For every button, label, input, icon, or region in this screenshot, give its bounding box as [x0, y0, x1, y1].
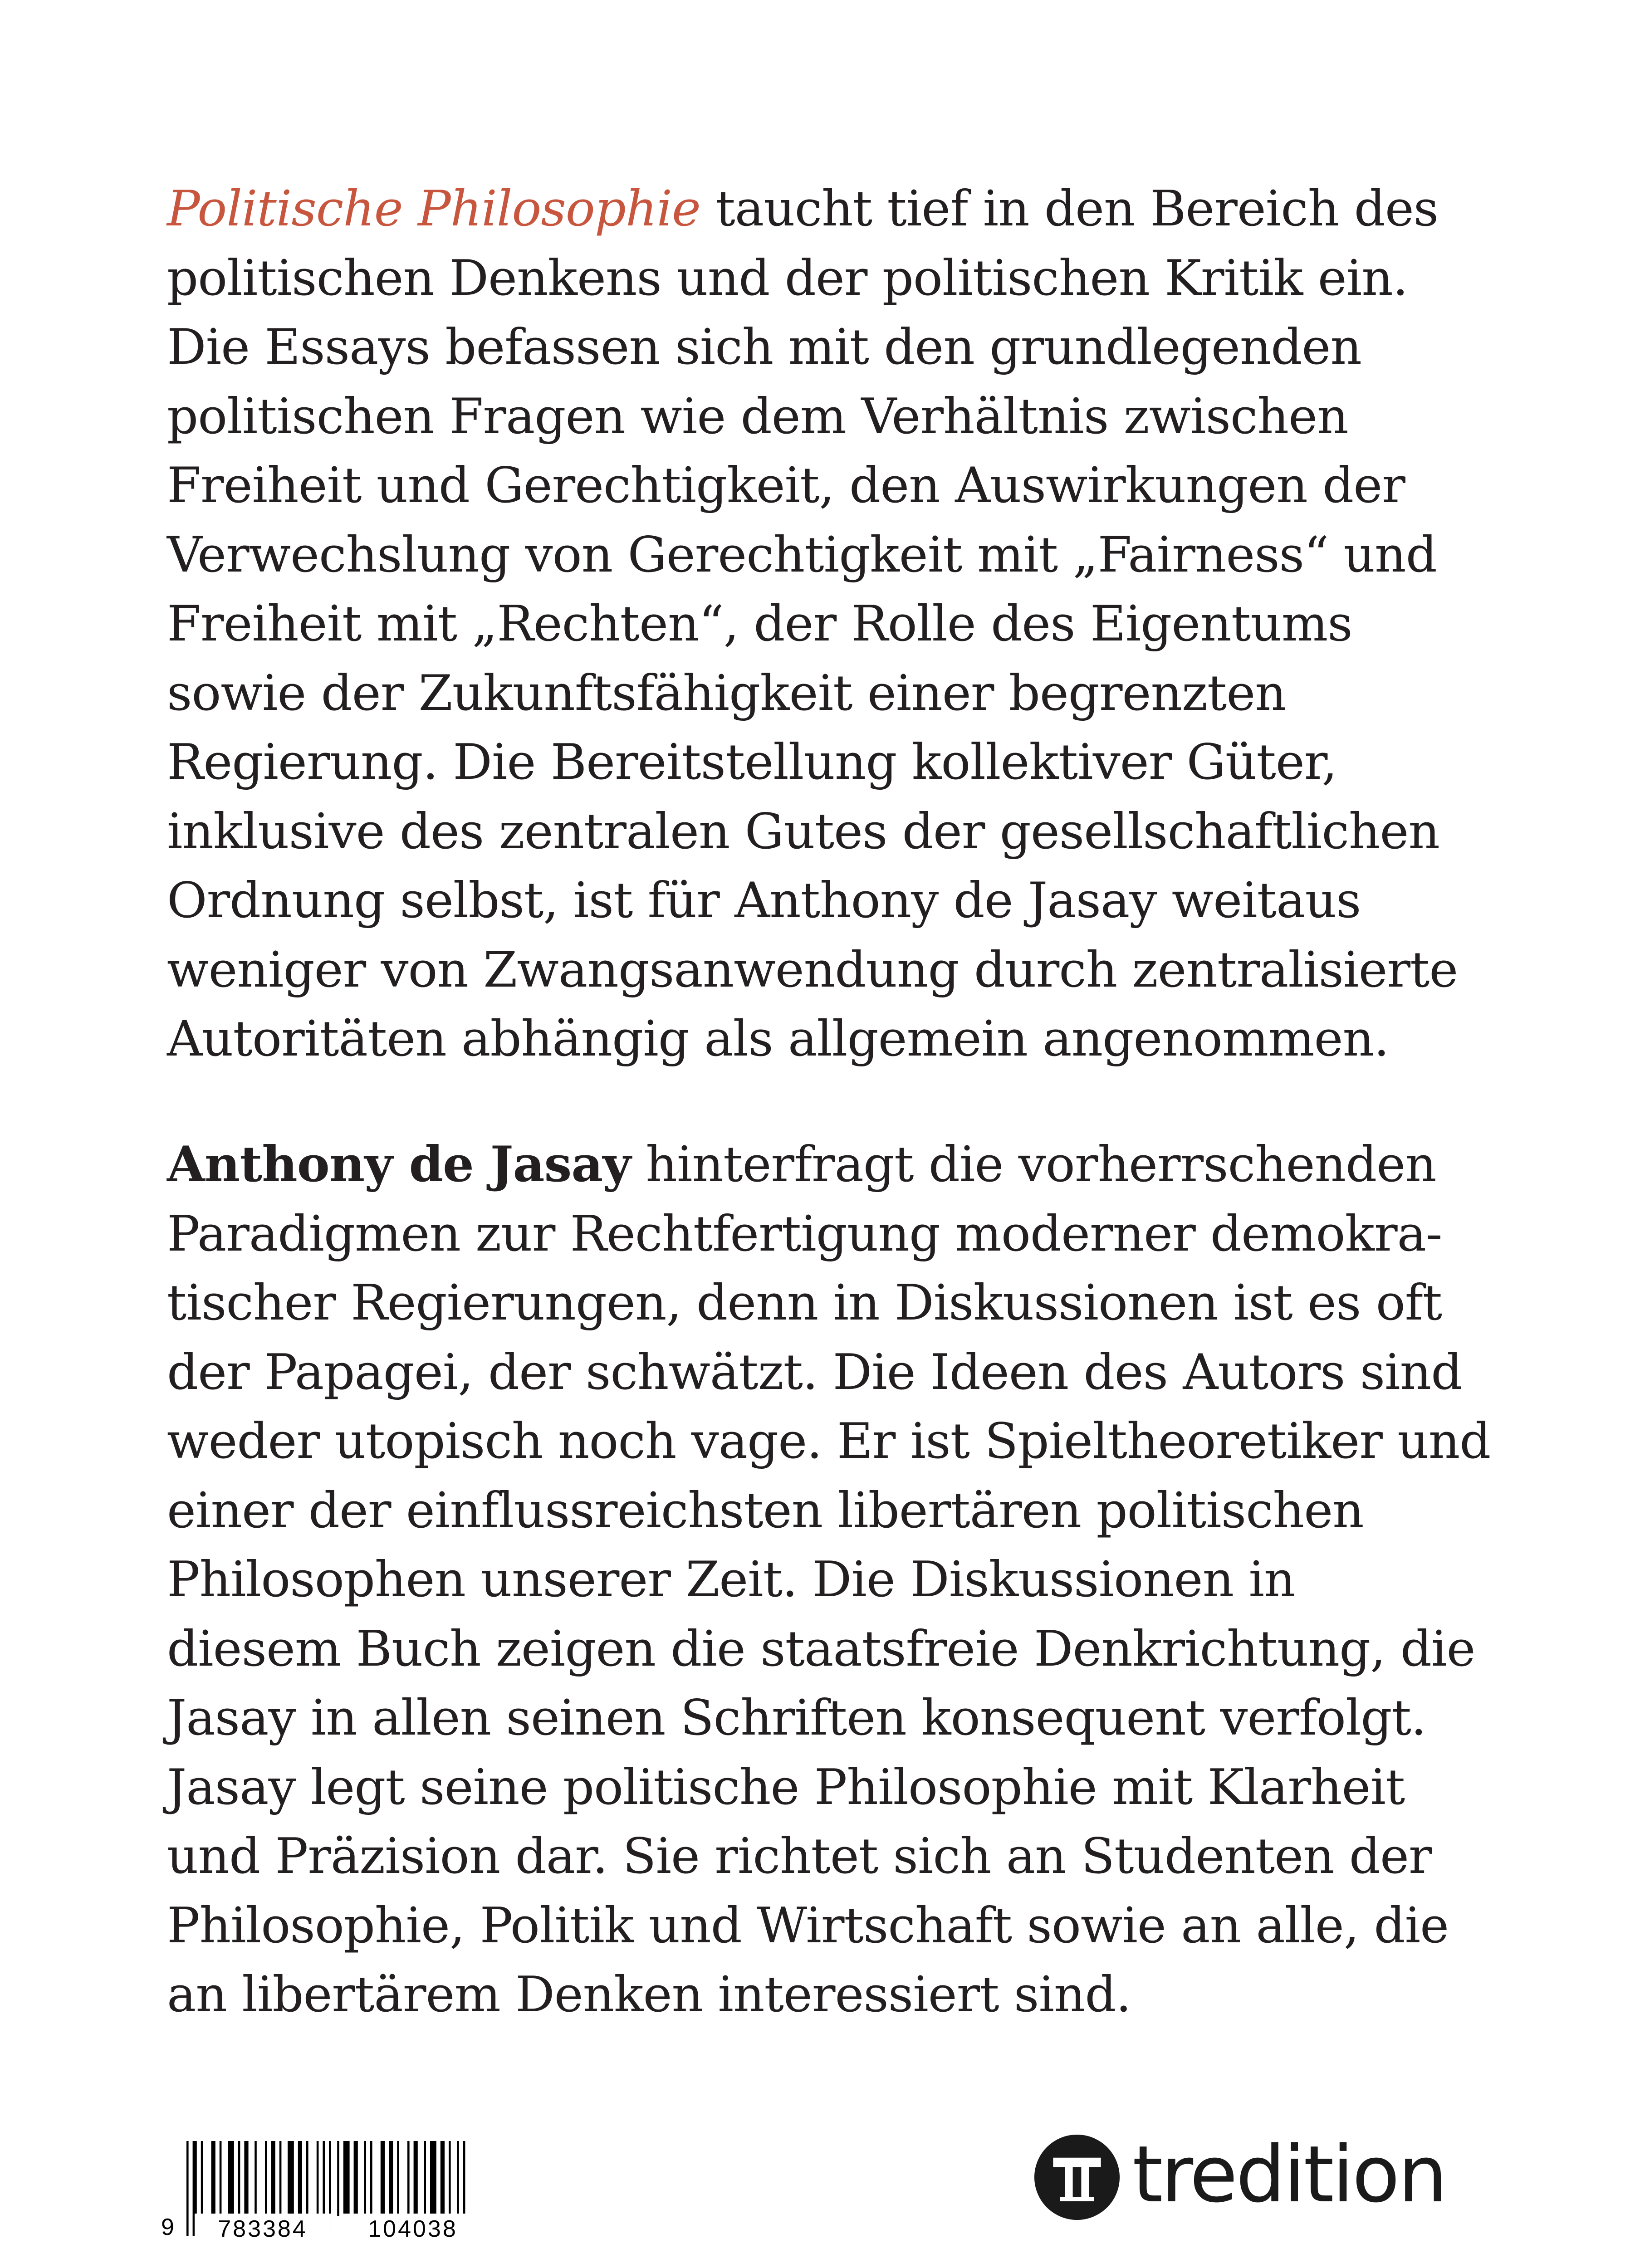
text-line: Freiheit mit „Rechten“, der Rolle des Eigentums	[167, 596, 1352, 652]
text-line: Paradigmen zur Rechtfertigung moderner demokra-	[167, 1205, 1442, 1262]
text-line: Die Essays befassen sich mit den grundlegenden	[167, 319, 1361, 376]
author-name-bold: Anthony de Jasay	[167, 1136, 631, 1193]
barcode-bar	[228, 2141, 234, 2216]
barcode-digit-group: 104038	[343, 2214, 483, 2243]
barcode-bar	[244, 2141, 248, 2216]
text-line: diesem Buch zeigen die staatsfreie Denkrichtung, die	[167, 1620, 1475, 1677]
text-span: hinterfragt die vorherrschenden	[646, 1136, 1436, 1193]
barcode-bar	[381, 2141, 385, 2216]
barcode-first-digit: 9	[161, 2214, 176, 2240]
text-line: Jasay in allen seinen Schriften konsequent verfolgt.	[167, 1690, 1426, 1746]
barcode-bar	[430, 2141, 436, 2216]
isbn-barcode	[161, 2132, 506, 2241]
barcode-bar	[364, 2141, 366, 2216]
publisher-name: tredition	[1132, 2129, 1446, 2220]
barcode-bar	[457, 2141, 459, 2216]
barcode-bar	[389, 2141, 393, 2216]
text-line: Verwechslung von Gerechtigkeit mit „Fairness“ und	[167, 526, 1437, 583]
barcode-digit-group: 783384	[195, 2214, 331, 2243]
book-title-italic: Politische Philosophie	[167, 181, 700, 237]
text-line: Philosophie, Politik und Wirtschaft sowie an alle, die	[167, 1897, 1449, 1954]
publisher-logo	[1034, 2129, 1446, 2223]
barcode-bar	[354, 2141, 358, 2216]
barcode-bar	[370, 2141, 372, 2216]
barcode-bar	[238, 2141, 240, 2216]
barcode-bar	[279, 2141, 282, 2216]
tredition-logo-icon	[1034, 2135, 1120, 2220]
barcode-bar	[306, 2141, 308, 2216]
barcode-bar	[186, 2141, 189, 2236]
author-paragraph	[167, 1130, 1491, 2030]
barcode-bar	[424, 2141, 426, 2216]
text-line: weder utopisch noch vage. Er ist Spieltheoretiker und	[167, 1413, 1491, 1470]
barcode-bar	[271, 2141, 275, 2216]
text-line: tischer Regierungen, denn in Diskussionen ist es oft	[167, 1275, 1442, 1331]
barcode-bar	[337, 2141, 339, 2216]
barcode-bar	[397, 2141, 399, 2216]
text-line: Philosophen unserer Zeit. Die Diskussionen in	[167, 1551, 1295, 1608]
barcode-bar	[414, 2141, 418, 2216]
barcode-bar	[288, 2141, 294, 2216]
barcode-bar	[441, 2141, 445, 2216]
text-line: politischen Fragen wie dem Verhältnis zwischen	[167, 388, 1348, 445]
description-paragraph	[167, 175, 1483, 1074]
barcode-bar	[220, 2141, 222, 2216]
text-line: Freiheit und Gerechtigkeit, den Auswirkungen der	[167, 457, 1405, 514]
text-line: Jasay legt seine politische Philosophie mit Klarheit	[167, 1759, 1405, 1816]
text-line	[167, 175, 1483, 244]
text-line: Ordnung selbst, ist für Anthony de Jasay weitaus	[167, 872, 1361, 929]
text-line: und Präzision dar. Sie richtet sich an Studenten der	[167, 1828, 1432, 1885]
text-line: einer der einflussreichsten libertären politischen	[167, 1482, 1364, 1539]
barcode-bar	[449, 2141, 451, 2216]
text-line: politischen Denkens und der politischen Kritik ein.	[167, 249, 1408, 307]
text-span: taucht tief in den Bereich des	[715, 181, 1439, 237]
barcode-bar	[265, 2141, 267, 2216]
text-line: Autoritäten abhängig als allgemein angenommen.	[167, 1011, 1389, 1067]
text-line: der Papagei, der schwätzt. Die Ideen des Autors sind	[167, 1344, 1462, 1401]
text-line: Regierung. Die Bereitstellung kollektiver Güter,	[167, 734, 1337, 791]
text-line: weniger von Zwangsanwendung durch zentralisierte	[167, 941, 1458, 998]
text-line: sowie der Zukunftsfähigkeit einer begrenzten	[167, 665, 1286, 722]
barcode-bar	[407, 2141, 410, 2216]
barcode-bar	[343, 2141, 350, 2216]
barcode-bar	[298, 2141, 302, 2216]
text-line	[167, 1130, 1483, 1200]
text-line: inklusive des zentralen Gutes der gesellschaftlichen	[167, 803, 1439, 860]
text-line: an libertärem Denken interessiert sind.	[167, 1966, 1131, 2023]
barcode-bar	[211, 2141, 215, 2216]
barcode-bar	[255, 2141, 257, 2216]
barcode-bar	[201, 2141, 203, 2216]
